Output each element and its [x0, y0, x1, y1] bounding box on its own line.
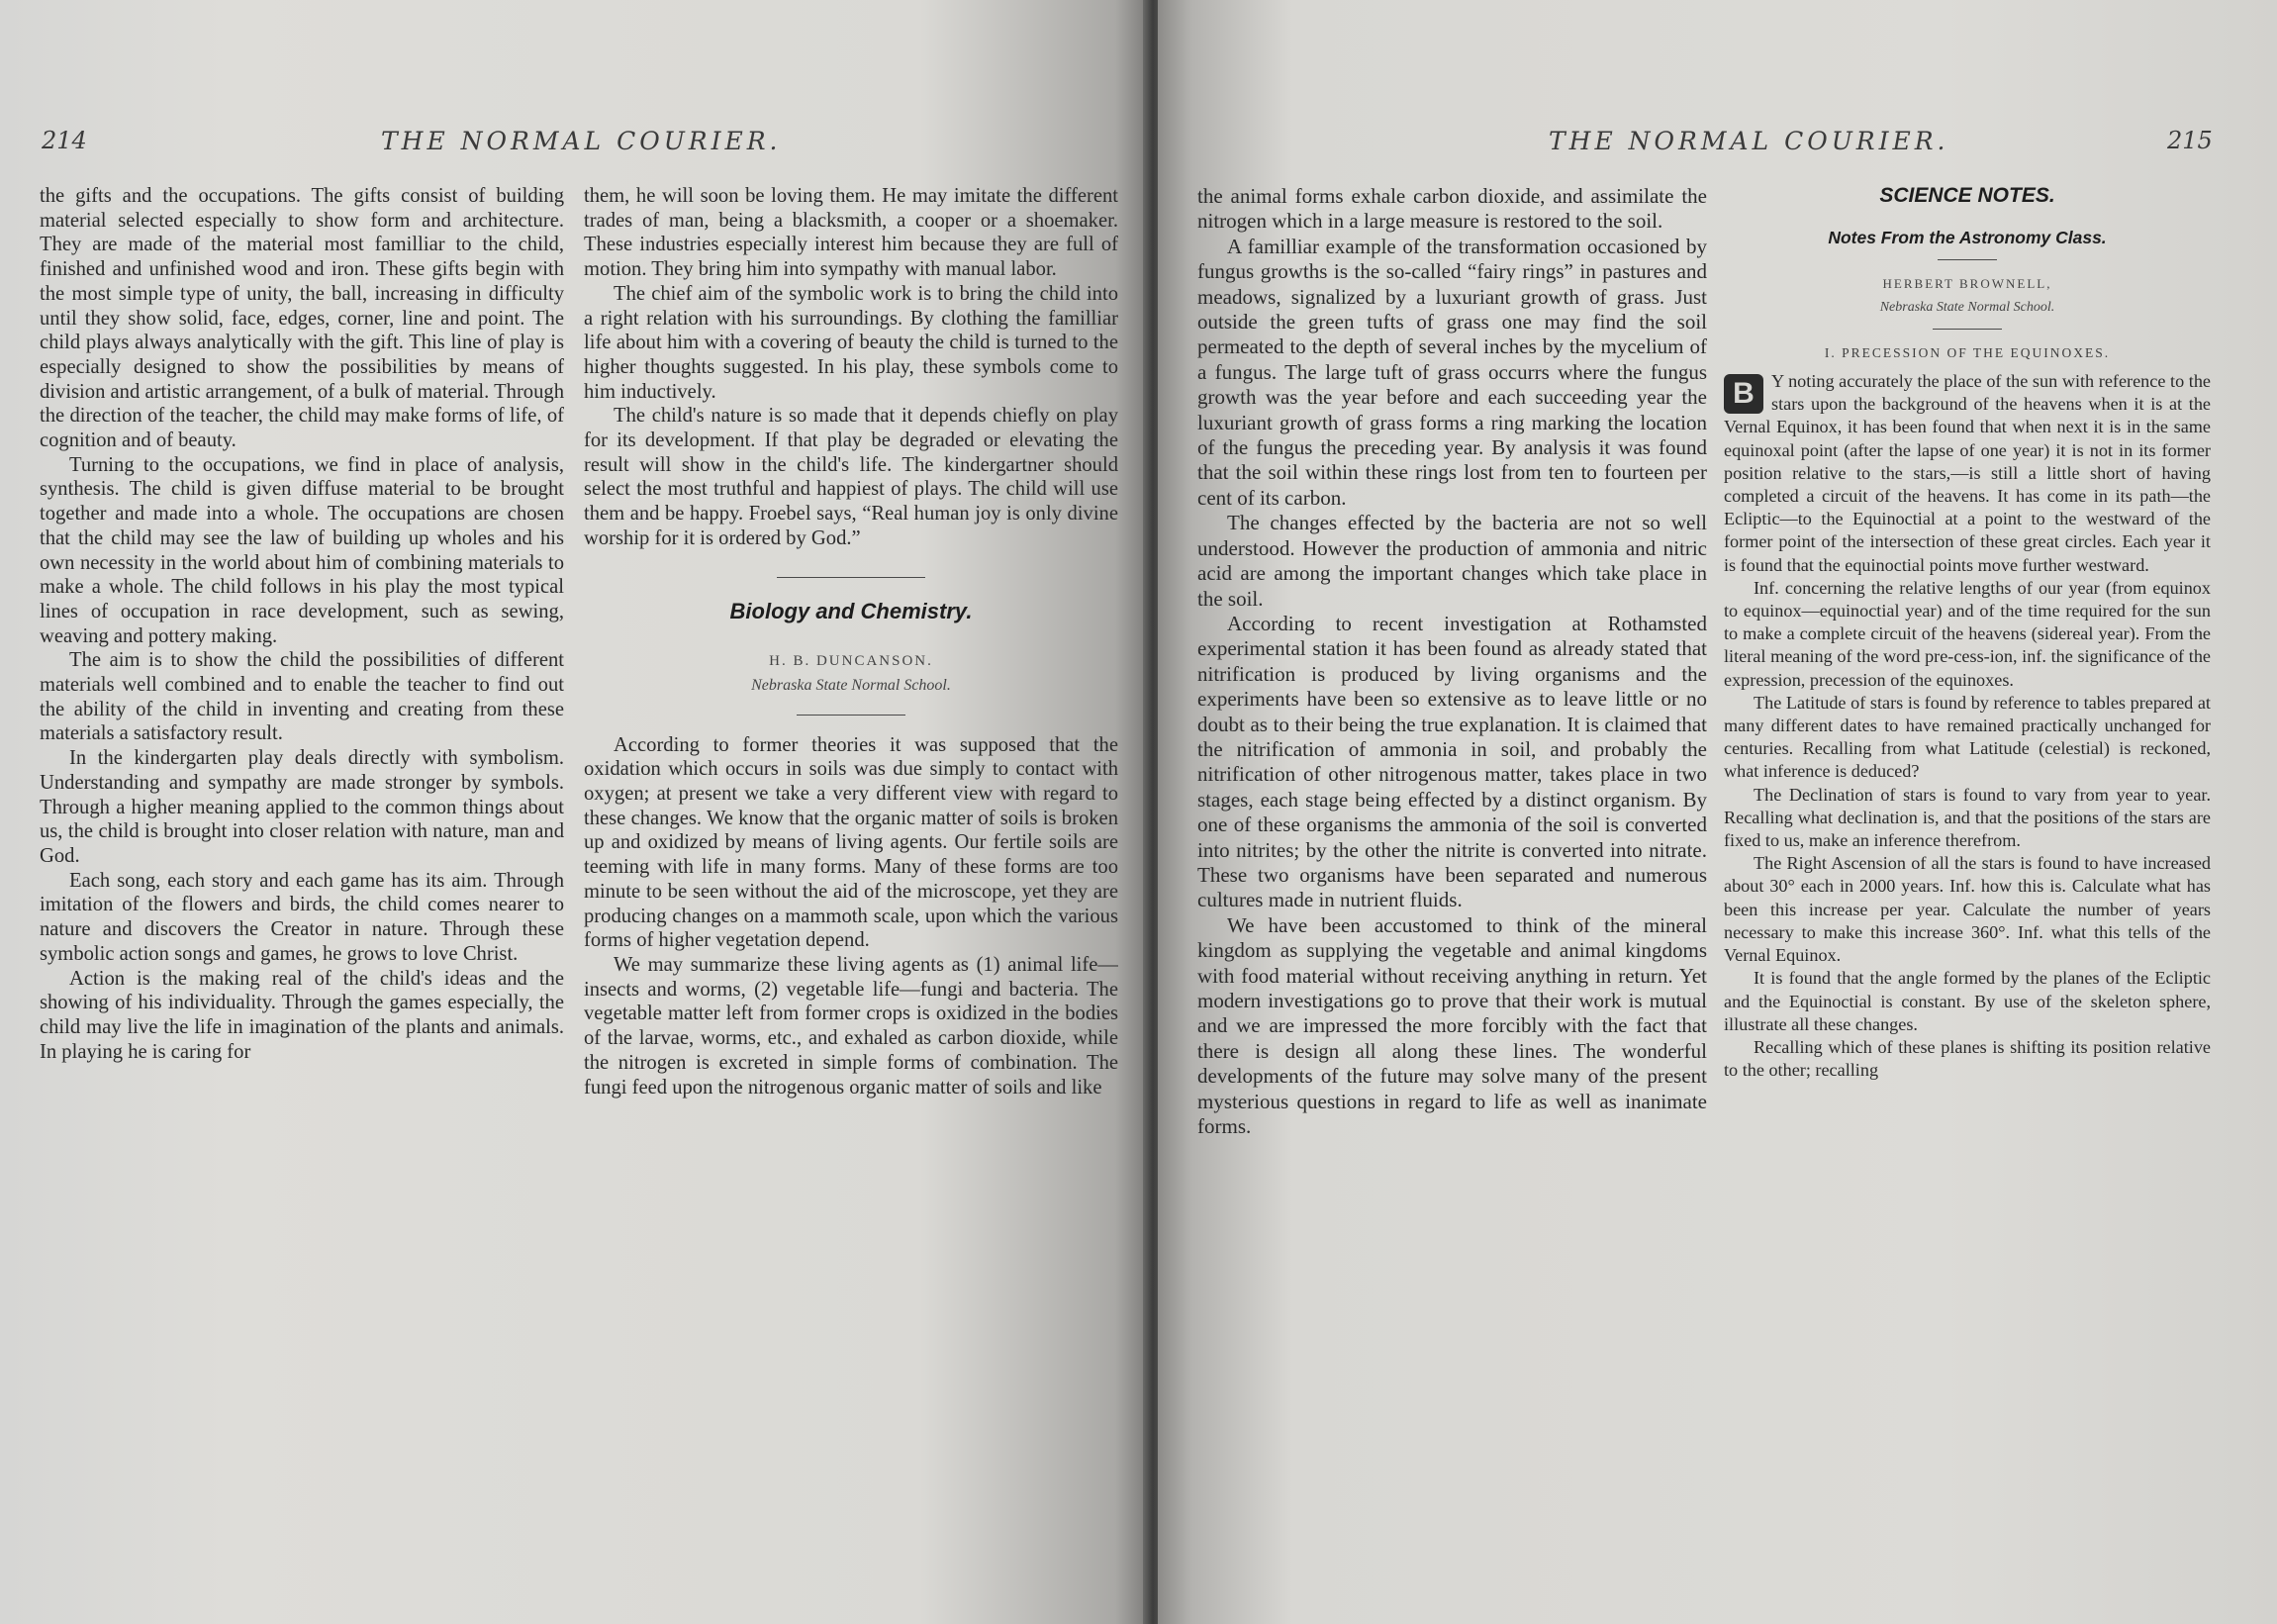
biology-author: H. B. DUNCANSON. [769, 653, 933, 670]
paragraph: The aim is to show the child the possibilities of different materials well combined and to enable the teacher to find out the ability of the child in inventing and creating from these materials a satisfactory result. [40, 649, 564, 745]
paragraph: Inf. concerning the relative lengths of our year (from equinox to equinox—equinoctial year) and of the time required for the sun to make a complete circuit of the heavens (sidereal year). From the literal meaning of the word pre-cess-ion, inf. the significance of the expression, precession of the equinoxes. [1724, 577, 2211, 690]
running-head-left: THE NORMAL COURIER. [381, 127, 782, 155]
paragraph: Turning to the occupations, we find in place of analysis, synthesis. The child is given diffuse material to be brought together and made into a whole. The occupations are chosen that the child may see the law of building up wholes and his own necessity in the world about him of combining materials to make a whole. The child follows in his play the most typical lines of occupation in race development, such as sewing, weaving and pottery making. [40, 453, 564, 647]
biology-section-title: Biology and Chemistry. [729, 598, 973, 623]
science-author: HERBERT BROWNELL, [1882, 276, 2052, 292]
right-column-1 [1197, 184, 1707, 1560]
left-column-2 [584, 184, 1118, 1560]
paragraph: The child's nature is so made that it depends chiefly on play for its development. If that play be degraded or elevating the result will show in the child's life. The kindergartner should select the most truthful and happiest of plays. The child will use them and be happy. Froebel says, “Real human joy is only divine worship for it is ordered by God.” [584, 405, 1118, 549]
paragraph: The Right Ascension of all the stars is found to have increased about 30° each in 2000 years. Inf. how this is. Calculate what has been this increase per year. Calculate the number of years necessary to make this increase 360°. Inf. what this tells of the Vernal Equinox. [1724, 853, 2211, 966]
page-number-left: 214 [42, 127, 87, 154]
paragraph-text: Y noting accurately the place of the sun with reference to the stars upon the background of the heavens when it is at the Vernal Equinox, it has been found that when next it is in the same equinoxal point (after the lapse of one year) it is not in its former position relative to the stars,—is still a little short of having completed a circuit of the heavens. It has come in its path—the Ecliptic—to the Equinoctial at a point to the westward of the former point of the intersection of these great circles. Each year it is found that the equinoctial points move further westward. [1724, 371, 2211, 575]
paragraph [1724, 370, 2211, 577]
paragraph: the animal forms exhale carbon dioxide, and assimilate the nitrogen which in a large measure is restored to the soil. [1197, 184, 1707, 234]
paragraph: A familliar example of the transformation occasioned by fungus growths is the so-called “fairy rings” in pastures and meadows, signalized by a luxuriant growth of grass. Just outside the green tufts of grass one may find the soil permeated to the depth of several inches by the mycelium of a fungus. The large tuft of grass occurrs where the fungus growth was the year before and each succeeding year the luxuriant growth of grass forms a ring marking the location of the fungus the preceding year. By analysis it was found that the soil within these rings lost from ten to fourteen per cent of its carbon. [1197, 234, 1707, 510]
biology-affiliation: Nebraska State Normal School. [751, 676, 951, 694]
paragraph: The Declination of stars is found to vary from year to year. Recalling what declination is, and that the positions of the stars are fixed to us, make an inference therefrom. [1724, 784, 2211, 851]
paragraph: The chief aim of the symbolic work is to bring the child into a right relation with his surroundings. By clothing the familliar life about him with a covering of beauty the child is turned to the higher thoughts suggested. In his play, these symbols come to him inductively. [584, 282, 1118, 403]
right-page [1158, 0, 2277, 1624]
paragraph: Recalling which of these planes is shifting its position relative to the other; recalling [1724, 1036, 2211, 1081]
paragraph: the gifts and the occupations. The gifts consist of building material selected especially to show form and architecture. They are made of the material most familliar to the child, finished and unfinished wood and iron. These gifts begin with the most simple type of unity, the ball, increasing in difficulty until they show solid, face, edges, corner, line and point. The child plays always analytically with the gift. This line of play is especially designed to show the possibilities by means of division and artistic arrangement, of a bulk of material. Through the direction of the teacher, the child may make forms of life, of cognition and of beauty. [40, 185, 564, 452]
science-section-subtitle: Notes From the Astronomy Class. [1828, 228, 2107, 248]
paragraph: According to former theories it was supposed that the oxidation which occurs in soils was due simply to contact with oxygen; at present we take a very different view with regard to these changes. We know that the organic matter of soils is broken up and oxidized by means of living agents. Our fertile soils are teeming with life in many forms. Many of these forms are too minute to be seen without the aid of the microscope, yet they are producing changes on a mammoth scale, upon which the various forms of higher vegetation depend. [584, 733, 1118, 952]
paragraph: Action is the making real of the child's ideas and the showing of his individuality. Through the games especially, the child may live the life in imagination of the plants and animals. In playing he is caring for [40, 967, 564, 1063]
paragraph: The changes effected by the bacteria are not so well understood. However the production of ammonia and nitric acid are among the important changes which take place in the soil. [1197, 511, 1707, 611]
paragraph: According to recent investigation at Rothamsted experimental station it has been found as already stated that nitrification is produced by living organisms and the experiments have been so extensive as to leave little or no doubt as to their being the true explanation. It is claimed that the nitrification of ammonia in soil, and probably the nitrification of other nitrogenous matter, takes place in two stages, each stage being effected by a distinct organism. By one of these organisms the ammonia of the soil is converted into nitrites; by the other the nitrite is converted into nitrate. These two organisms have been separated and numerous cultures made in nutrient fluids. [1197, 611, 1707, 912]
paragraph: Each song, each story and each game has its aim. Through imitation of the flowers and birds, the child comes nearer to nature and discovers the Creator in nature. Through these symbolic action songs and games, he grows to love Christ. [40, 869, 564, 965]
paragraph: In the kindergarten play deals directly with symbolism. Understanding and sympathy are made stronger by symbols. Through a higher meaning applied to the common things about us, the child is brought into closer relation with nature, man and God. [40, 747, 564, 867]
science-subheading: I. PRECESSION OF THE EQUINOXES. [1824, 344, 2111, 360]
science-affiliation: Nebraska State Normal School. [1879, 299, 2055, 315]
science-section-title: SCIENCE NOTES. [1879, 184, 2055, 207]
page-number-right: 215 [2167, 127, 2213, 154]
paragraph: them, he will soon be loving them. He may imitate the different trades of man, being a blacksmith, a cooper or a shoemaker. These industries especially interest him because they are full of motion. They bring him into sympathy with manual labor. [584, 185, 1118, 281]
paragraph: We have been accustomed to think of the mineral kingdom as supplying the vegetable and animal kingdoms with food material without receiving anything in return. Yet modern investigations go to prove that their work is mutual and we are impressed the more forcibly with the fact that there is design all along these lines. The wonderful developments of the future may solve many of the present mysterious questions in regard to life as well as inanimate forms. [1197, 912, 1707, 1139]
running-head-right: THE NORMAL COURIER. [1549, 127, 1949, 155]
paragraph: We may summarize these living agents as (1) animal life—insects and worms, (2) vegetable life—fungi and bacteria. The vegetable matter left from former crops is oxidized in the bodies of the larvae, worms, etc., and exhaled as carbon dioxide, while the nitrogen is excreted in simple forms of combination. The fungi feed upon the nitrogenous organic matter of soils and like [584, 953, 1118, 1099]
right-column-2 [1724, 184, 2211, 1560]
dropcap-letter: B [1724, 374, 1763, 414]
paragraph: It is found that the angle formed by the planes of the Ecliptic and the Equinoctial is constant. By use of the skeleton sphere, illustrate all these changes. [1724, 968, 2211, 1034]
paragraph: The Latitude of stars is found by reference to tables prepared at many different dates to have remained practically unchanged for centuries. Recalling from what Latitude (celestial) is reckoned, what inference is deduced? [1724, 692, 2211, 782]
left-column-1 [40, 184, 564, 1560]
